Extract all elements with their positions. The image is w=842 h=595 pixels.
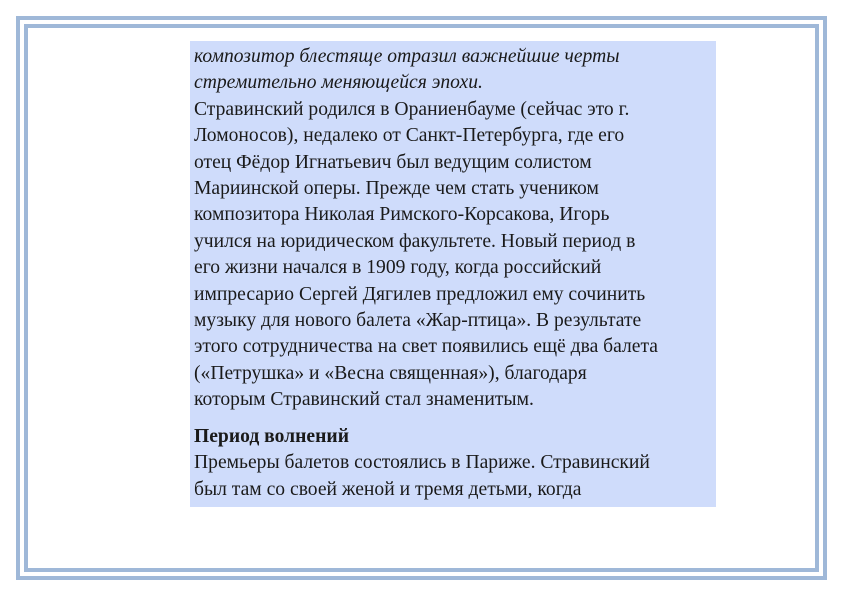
paragraph-line: («Петрушка» и «Весна священная»), благодаря [194,362,587,384]
paragraph-line: Премьеры балетов состоялись в Париже. Стравинский [194,452,650,474]
section-heading: Период волнений [194,425,349,447]
paragraph-line: музыку для нового балета «Жар-птица». В результате [194,310,642,332]
paragraph-line: Стравинский родился в Ораниенбауме (сейчас это г. [194,98,630,120]
paragraph-line: учился на юридическом факультете. Новый период в [194,230,636,252]
paragraph-line: Мариинской оперы. Прежде чем стать учеником [194,178,599,200]
paragraph-line: этого сотрудничества на свет появились ещё два балета [194,336,658,358]
paragraph-line: отец Фёдор Игнатьевич был ведущим солистом [194,151,592,173]
paragraph-line: его жизни начался в 1909 году, когда российский [194,257,602,279]
paragraph-line: композитора Николая Римского-Корсакова, Игорь [194,204,610,226]
text-block [190,41,716,507]
quote-text [194,44,712,97]
quote-line: стремительно меняющейся эпохи. [194,72,483,94]
paragraph-line: которым Стравинский стал знаменитым. [194,389,534,411]
paragraph-line: импресарио Сергей Дягилев предложил ему сочинить [194,283,646,305]
premiere-paragraph [194,450,712,503]
paragraph-line: был там со своей женой и тремя детьми, когда [194,478,582,500]
paragraph-line: Ломоносов), недалеко от Санкт-Петербурга, где его [194,125,625,147]
biography-paragraph [194,97,712,414]
quote-line: композитор блестяще отразил важнейшие черты [194,46,620,67]
